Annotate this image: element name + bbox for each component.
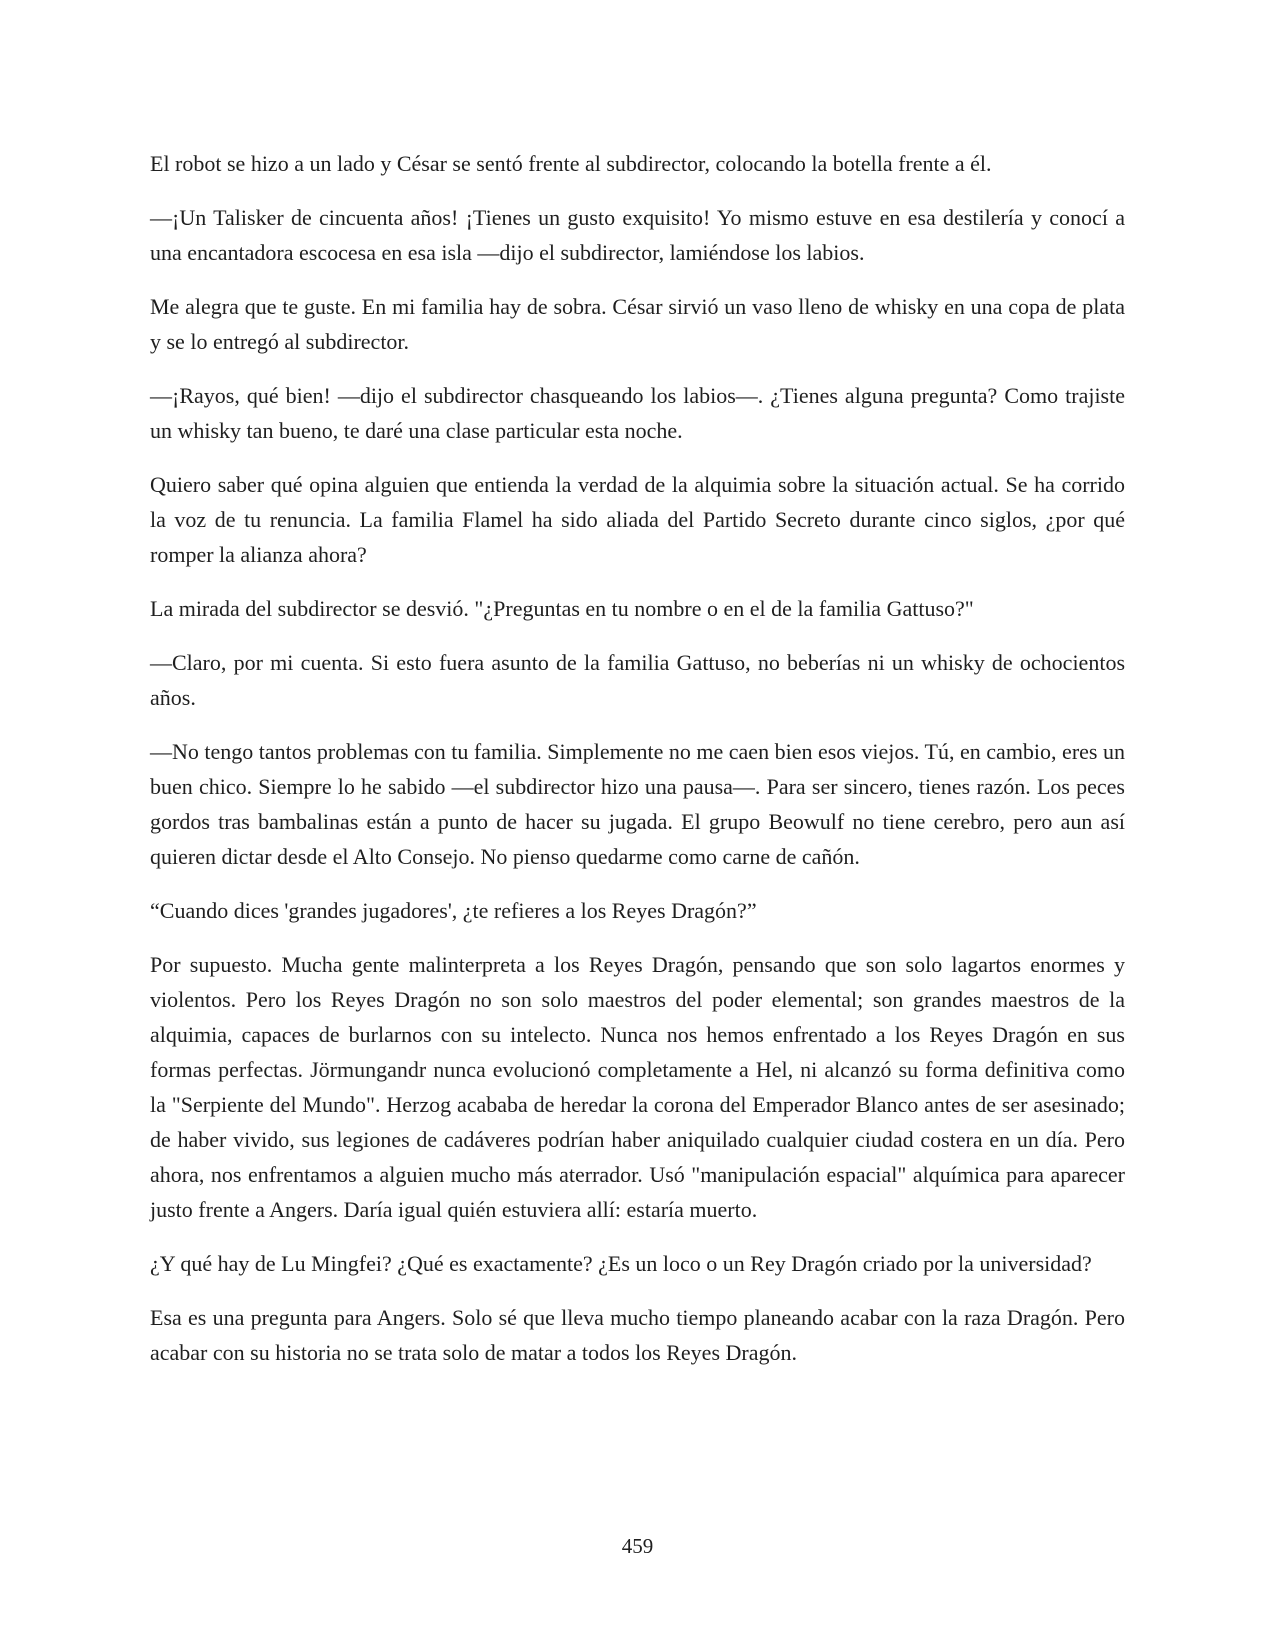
- paragraph: Esa es una pregunta para Angers. Solo sé que lleva mucho tiempo planeando acabar con la raza Dragón. Pero acabar con su historia no se trata solo de matar a todos los Reyes Dragón.: [150, 1305, 1125, 1365]
- paragraph: Quiero saber qué opina alguien que entienda la verdad de la alquimia sobre la situación actual. Se ha corrido la voz de tu renuncia. La familia Flamel ha sido aliada del Partido Secreto durante cinco siglos, ¿por qué romper la alianza ahora?: [150, 472, 1125, 567]
- paragraph: —Claro, por mi cuenta. Si esto fuera asunto de la familia Gattuso, no beberías ni un whisky de ochocientos años.: [150, 650, 1125, 710]
- paragraph: La mirada del subdirector se desvió. "¿Preguntas en tu nombre o en el de la familia Gattuso?": [150, 596, 974, 621]
- paragraph: El robot se hizo a un lado y César se sentó frente al subdirector, colocando la botella frente a él.: [150, 151, 992, 176]
- paragraph: ¿Y qué hay de Lu Mingfei? ¿Qué es exactamente? ¿Es un loco o un Rey Dragón criado por la universidad?: [150, 1251, 1092, 1276]
- page-footer: [0, 1532, 1275, 1560]
- paragraph: —No tengo tantos problemas con tu familia. Simplemente no me caen bien esos viejos. Tú, en cambio, eres un buen chico. Siempre lo he sabido —el subdirector hizo una pausa—. Para ser sincero, tienes razón. Los peces gordos tras bambalinas están a punto de hacer su jugada. El grupo Beowulf no tiene cerebro, pero aun así quieren dictar desde el Alto Consejo. No pienso quedarme como carne de cañón.: [150, 739, 1125, 869]
- paragraph: Me alegra que te guste. En mi familia hay de sobra. César sirvió un vaso lleno de whisky en una copa de plata y se lo entregó al subdirector.: [150, 294, 1125, 354]
- page-number: 459: [621, 1534, 654, 1558]
- paragraph: —¡Rayos, qué bien! —dijo el subdirector chasqueando los labios—. ¿Tienes alguna pregunta? Como trajiste un whisky tan bueno, te daré una clase particular esta noche.: [150, 383, 1125, 443]
- paragraph: Por supuesto. Mucha gente malinterpreta a los Reyes Dragón, pensando que son solo lagartos enormes y violentos. Pero los Reyes Dragón no son solo maestros del poder elemental; son grandes maestros de la alquimia, capaces de burlarnos con su intelecto. Nunca nos hemos enfrentado a los Reyes Dragón en sus formas perfectas. Jörmungandr nunca evolucionó completamente a Hel, ni alcanzó su forma definitiva como la "Serpiente del Mundo". Herzog acababa de heredar la corona del Emperador Blanco antes de ser asesinado; de haber vivido, sus legiones de cadáveres podrían haber aniquilado cualquier ciudad costera en un día. Pero ahora, nos enfrentamos a alguien mucho más aterrador. Usó "manipulación espacial" alquímica para aparecer justo frente a Angers. Daría igual quién estuviera allí: estaría muerto.: [150, 952, 1125, 1222]
- text-block: [150, 146, 1125, 1370]
- paragraph: —¡Un Talisker de cincuenta años! ¡Tienes un gusto exquisito! Yo mismo estuve en esa destilería y conocí a una encantadora escocesa en esa isla —dijo el subdirector, lamiéndose los labios.: [150, 205, 1125, 265]
- paragraph: “Cuando dices 'grandes jugadores', ¿te refieres a los Reyes Dragón?”: [150, 898, 757, 923]
